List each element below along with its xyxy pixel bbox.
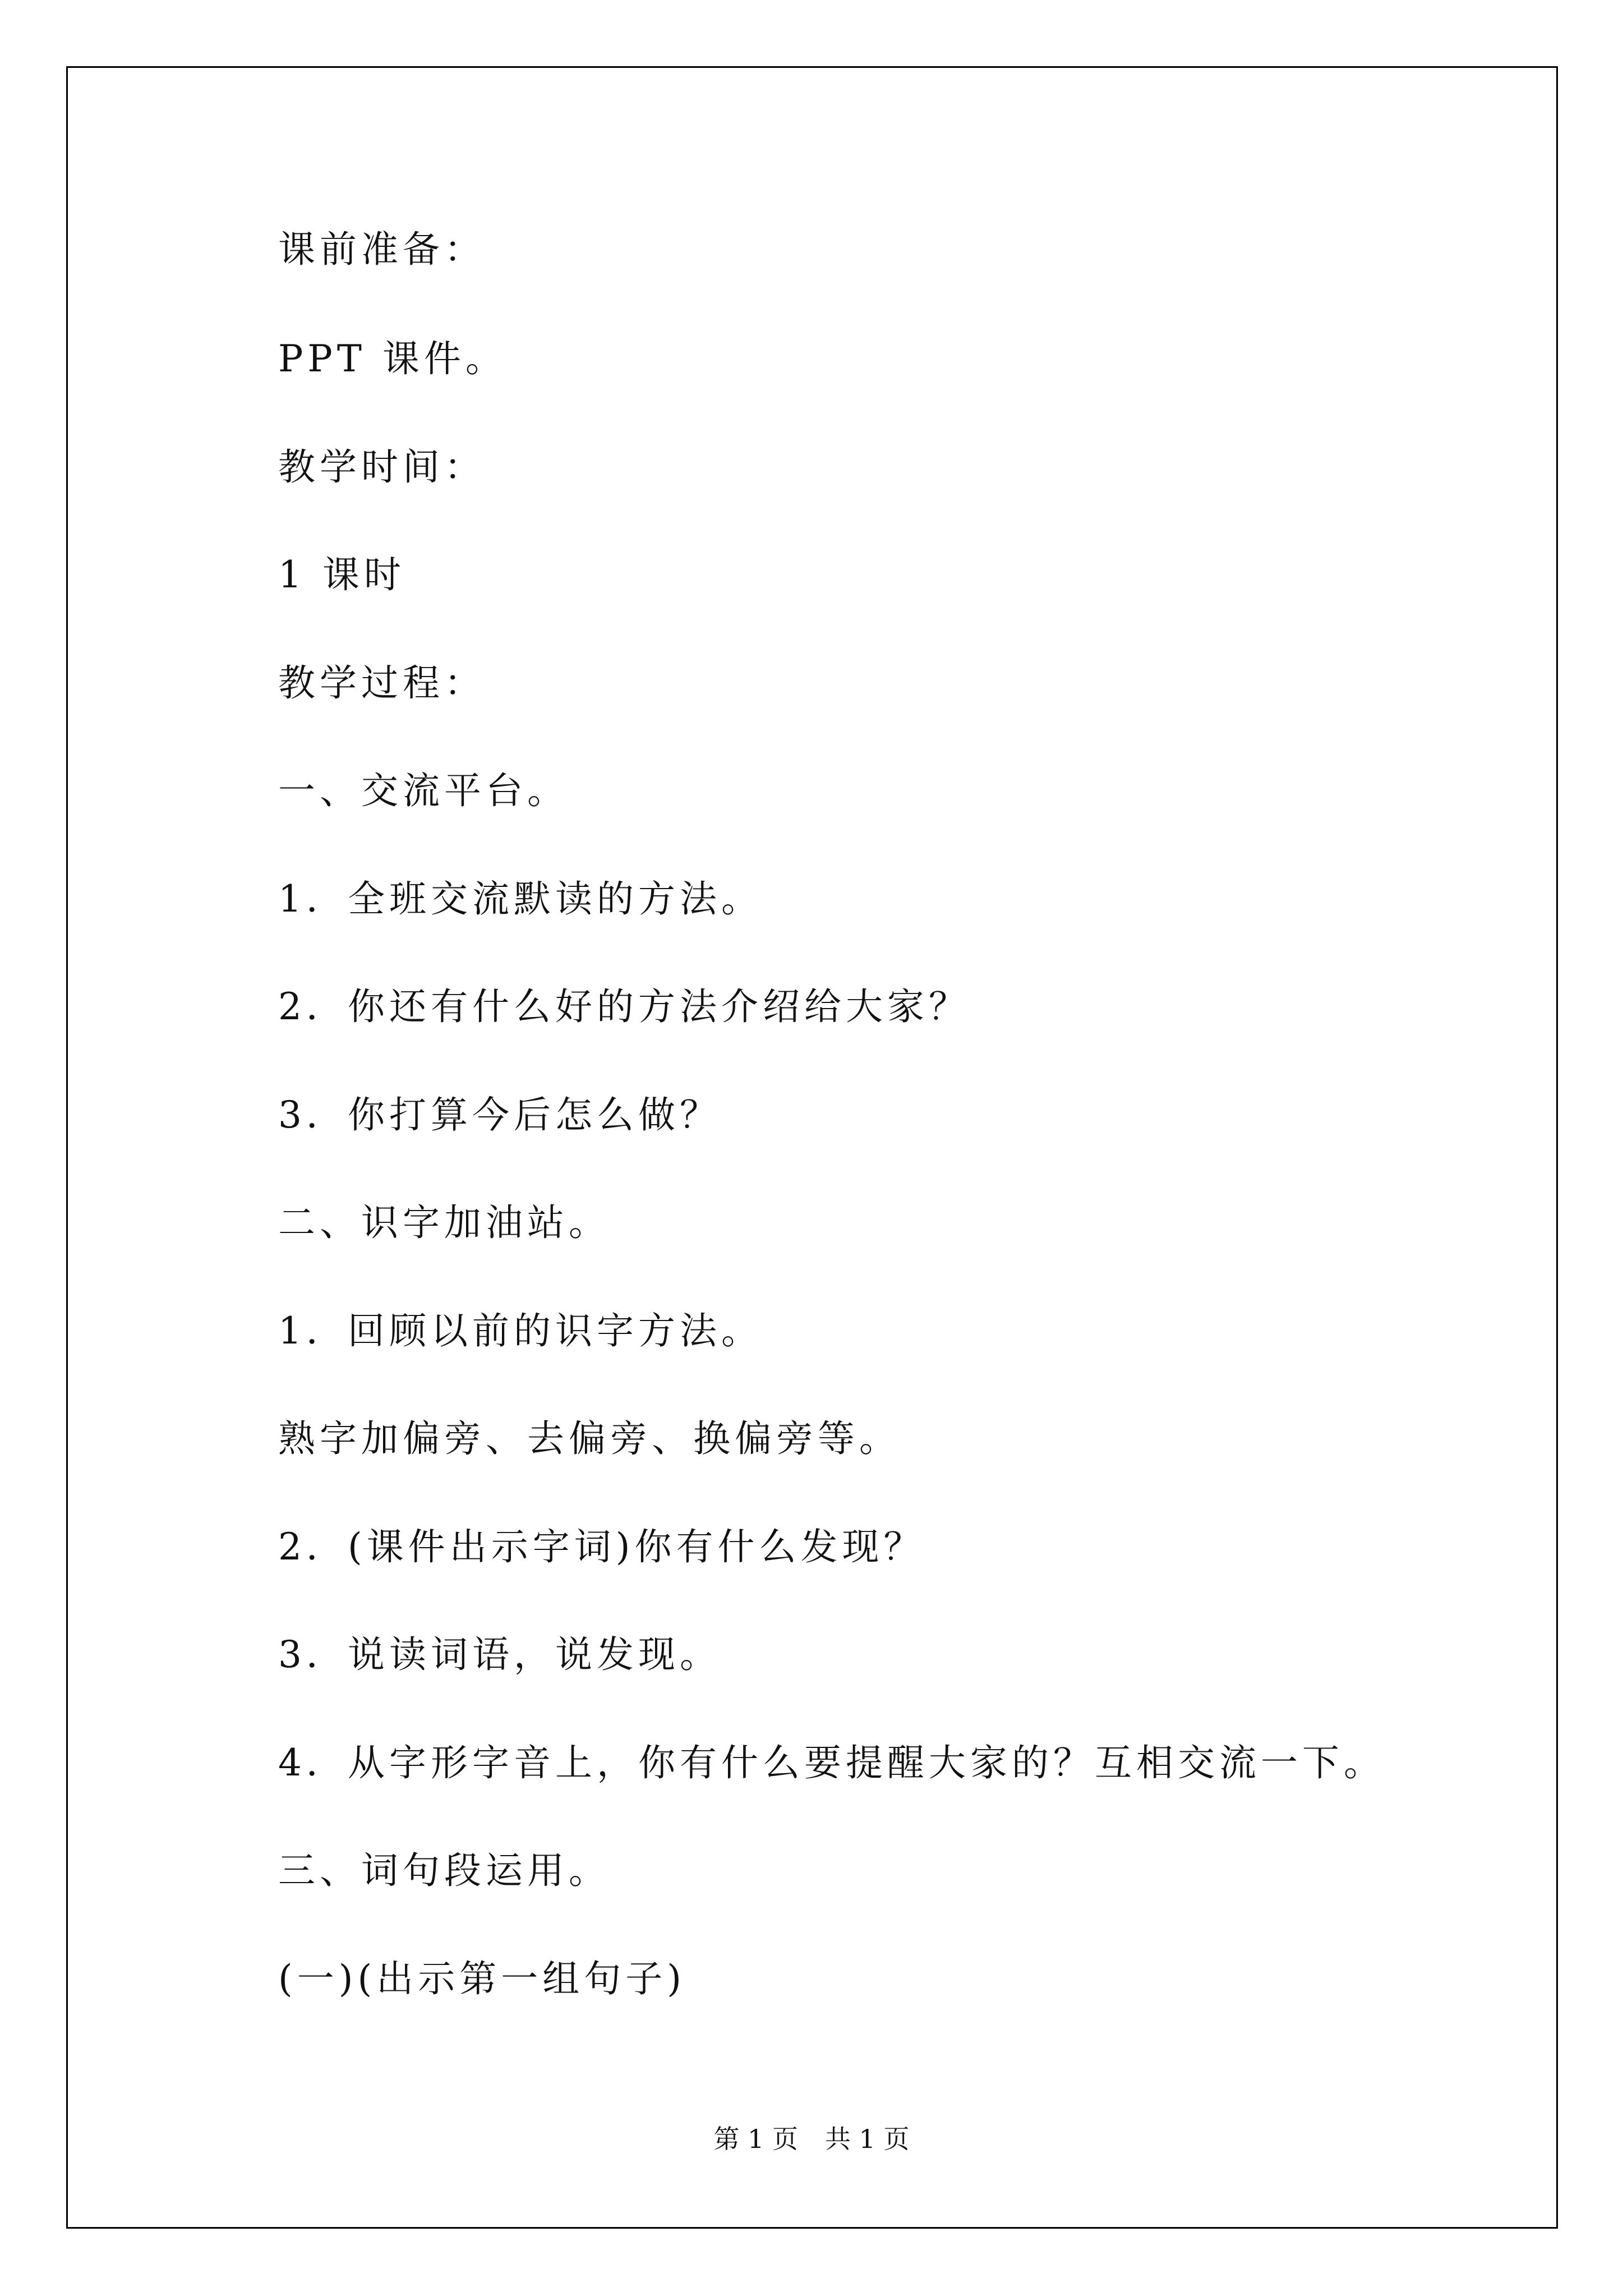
page-footer: [0, 2123, 1623, 2155]
text-line: 熟字加偏旁、去偏旁、换偏旁等。: [278, 1417, 901, 1460]
section-heading: 二、识字加油站。: [278, 1201, 610, 1244]
section-heading: 一、交流平台。: [278, 769, 569, 812]
text-line: 3．你打算今后怎么做？: [278, 1093, 721, 1137]
text-line: 1．全班交流默读的方法。: [278, 877, 763, 921]
page-total: 共 1 页: [825, 2124, 910, 2154]
text-line: 1．回顾以前的识字方法。: [278, 1309, 763, 1352]
text-line: 3．说读词语，说发现。: [278, 1633, 721, 1676]
text-line: 教学过程：: [278, 661, 486, 705]
text-line: (一)(出示第一组句子): [278, 1957, 686, 2000]
text-line: PPT 课件。: [278, 337, 507, 380]
text-line: 课前准备：: [278, 228, 486, 271]
text-line: 4．从字形字音上，你有什么要提醒大家的？互相交流一下。: [278, 1741, 1385, 1784]
section-heading: 三、词句段运用。: [278, 1849, 610, 1892]
text-line: 1 课时: [278, 553, 405, 596]
page-border: [66, 66, 1558, 2229]
text-line: 2．你还有什么好的方法介绍给大家？: [278, 985, 970, 1028]
text-line: 教学时间：: [278, 445, 486, 489]
text-line: 2．(课件出示字词)你有什么发现？: [278, 1525, 925, 1568]
page-number: 第 1 页: [713, 2124, 798, 2154]
